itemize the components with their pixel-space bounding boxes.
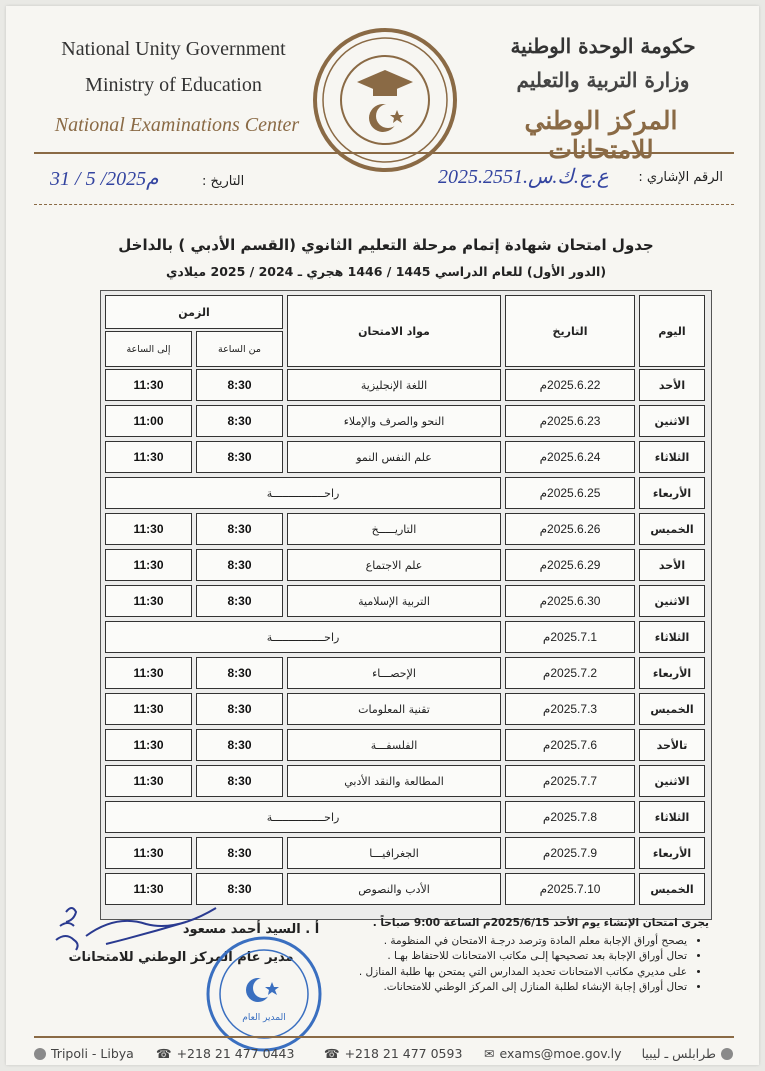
cell-date: 2025.6.30م [505,585,635,617]
date-handwritten: م2025/ 5 / 31 [50,168,159,190]
cell-rest: راحــــــــــــــــة [105,621,501,653]
cell-day: الاثنين [639,765,705,797]
cell-date: 2025.6.29م [505,549,635,581]
cell-to: 11:30 [105,729,192,761]
cell-date: 2025.7.8م [505,801,635,833]
cell-day: تالأحد [639,729,705,761]
footer-phone2-text: +218 21 477 0593 [344,1046,463,1061]
cell-day: الثلاثاء [639,441,705,473]
mail-icon: ✉ [484,1046,495,1061]
cell-date: 2025.7.3م [505,693,635,725]
footer-location-en [34,1046,134,1061]
header-date: التاريخ [505,295,635,367]
ref-number-handwritten: 2025.2551.ﻉ.ﺝ.ﻙ.ﺱ [438,166,609,188]
cell-to: 11:00 [105,405,192,437]
stamp-center-text: المدير العام [242,1013,286,1023]
cell-to: 11:30 [105,513,192,545]
cell-date: 2025.6.24م [505,441,635,473]
cell-subject: التربية الإسلامية [287,585,501,617]
cell-subject: الأدب والنصوص [287,873,501,905]
header-to: إلى الساعة [105,331,192,367]
phone-icon: ☎ [324,1046,340,1061]
document-page [6,6,759,1065]
cell-day: الاثنين [639,405,705,437]
cell-to: 11:30 [105,441,192,473]
footer-divider [34,1036,734,1038]
footer-city-en: Tripoli - Libya [51,1046,134,1061]
cell-date: 2025.6.25م [505,477,635,509]
cell-to: 11:30 [105,837,192,869]
cell-date: 2025.6.26م [505,513,635,545]
meta-divider [34,204,734,205]
location-pin-icon [34,1048,46,1060]
cell-date: 2025.7.10م [505,873,635,905]
cell-day: الخميس [639,693,705,725]
footer-location-ar [642,1046,733,1061]
note-item: • تحال أوراق الإجابة بعد تصحيحها إلـى مكاتب الامتحانات للاحتفاظ بهـا . [269,949,687,965]
notes-intro: يجرى امتحان الإنشاء يوم الأحد 2025/6/15م الساعة 9:00 صباحاً . [372,917,709,929]
header-day: اليوم [639,295,705,367]
cell-subject: الإحصـــاء [287,657,501,689]
cell-from: 8:30 [196,441,283,473]
header-ar-center: المركز الوطني للامتحانات [524,106,678,164]
signatory-title: مدير عام المركز الوطني للامتحانات [68,950,294,965]
header-time: الزمن [105,295,283,329]
cell-day: الثلاثاء [639,621,705,653]
cell-from: 8:30 [196,657,283,689]
header-en-center: National Examinations Center [54,114,300,136]
cell-day: الأحد [639,549,705,581]
date-label: التاريخ : [202,174,245,189]
footer-phone1 [156,1046,294,1061]
cell-day: الاثنين [639,585,705,617]
cell-subject: النحو والصرف والإملاء [287,405,501,437]
header-en-government: National Unity Government [61,38,286,60]
exam-schedule-table [100,290,712,920]
cell-day: الأربعاء [639,657,705,689]
cell-from: 8:30 [196,693,283,725]
cell-date: 2025.7.9م [505,837,635,869]
cell-to: 11:30 [105,549,192,581]
note-item: • يصحح أوراق الإجابة معلم المادة وترصد درجـة الامتحان في المنظومة . [269,934,687,950]
cell-to: 11:30 [105,657,192,689]
cell-from: 8:30 [196,513,283,545]
cell-date: 2025.7.1م [505,621,635,653]
cell-from: 8:30 [196,765,283,797]
header-subject: مواد الامتحان [287,295,501,367]
note-item: • على مديري مكاتب الامتحانات تحديد المدارس التي يمتحن بها طلبة المنازل . [269,965,687,981]
cell-from: 8:30 [196,405,283,437]
cell-rest: راحــــــــــــــــة [105,477,501,509]
cell-subject: الجغرافيـــا [287,837,501,869]
ref-label: الرقم الإشاري : [638,170,723,185]
schedule-title: جدول امتحان شهادة إتمام مرحلة التعليم الثانوي (القسم الأدبي ) بالداخل [118,236,654,254]
cell-rest: راحــــــــــــــــة [105,801,501,833]
cell-to: 11:30 [105,585,192,617]
cell-to: 11:30 [105,693,192,725]
cell-subject: علم النفس النمو [287,441,501,473]
cell-from: 8:30 [196,729,283,761]
cell-day: الخميس [639,873,705,905]
footer-phone2 [324,1046,462,1061]
cell-from: 8:30 [196,837,283,869]
cell-day: الأربعاء [639,837,705,869]
schedule-subtitle: (الدور الأول) للعام الدراسي 1445 / 1446 هجري ـ 2024 / 2025 ميلادي [165,264,607,279]
footer-city-ar: طرابلس ـ ليبيا [641,1046,716,1061]
cell-from: 8:30 [196,873,283,905]
location-pin-icon [721,1048,733,1060]
footer-email-text: exams@moe.gov.ly [499,1046,622,1061]
cell-subject: اللغة الإنجليزية [287,369,501,401]
cell-subject: التاريـــــخ [287,513,501,545]
cell-from: 8:30 [196,549,283,581]
note-item: • تحال أوراق إجابة الإنشاء لطلبة المنازل إلى المركز الوطني للامتحانات. [269,980,687,996]
cell-subject: المطالعة والنقد الأدبي [287,765,501,797]
phone-icon: ☎ [156,1046,172,1061]
header-ar-government: حكومة الوحدة الوطنية [510,34,696,58]
cell-day: الأحد [639,369,705,401]
header-divider [34,152,734,154]
cell-to: 11:30 [105,369,192,401]
cell-subject: علم الاجتماع [287,549,501,581]
footer-email [484,1046,622,1061]
cell-from: 8:30 [196,585,283,617]
cell-date: 2025.6.23م [505,405,635,437]
cell-to: 11:30 [105,873,192,905]
cell-day: الخميس [639,513,705,545]
cell-to: 11:30 [105,765,192,797]
cell-date: 2025.7.7م [505,765,635,797]
header-from: من الساعة [196,331,283,367]
cell-day: الأربعاء [639,477,705,509]
cell-subject: تقنية المعلومات [287,693,501,725]
header-ar-ministry: وزارة التربية والتعليم [516,68,690,92]
footer-phone1-text: +218 21 477 0443 [176,1046,295,1061]
header-en-ministry: Ministry of Education [85,74,262,96]
cell-subject: الفلسفـــة [287,729,501,761]
cell-date: 2025.7.2م [505,657,635,689]
cell-date: 2025.7.6م [505,729,635,761]
cell-date: 2025.6.22م [505,369,635,401]
cell-from: 8:30 [196,369,283,401]
signatory-name: أ . السيد أحمد مسعود [182,922,320,937]
cell-day: الثلاثاء [639,801,705,833]
